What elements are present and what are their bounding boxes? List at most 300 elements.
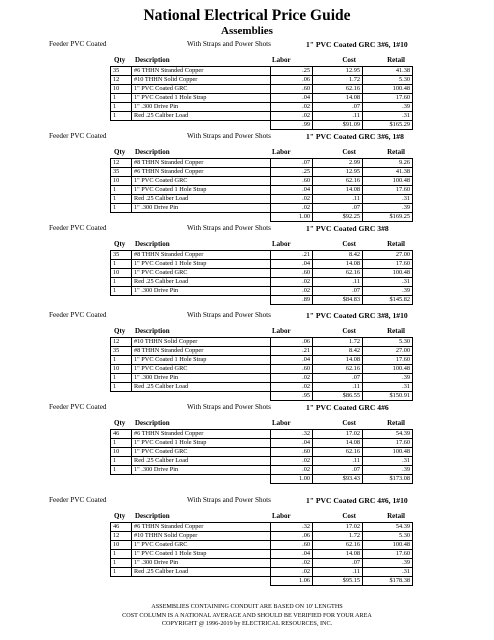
labor-cell: .04 (271, 356, 313, 365)
cost-cell: .11 (313, 195, 363, 204)
section-heading (0, 130, 494, 143)
description-cell: #10 THHN Solid Copper (132, 338, 271, 347)
table-row (111, 177, 413, 186)
blank-cell (111, 475, 132, 484)
cost-cell: 17.02 (313, 430, 363, 439)
table-row (111, 112, 413, 121)
labor-cell: .60 (271, 365, 313, 374)
cost-cell: 1.72 (313, 532, 363, 541)
blank-cell (111, 121, 132, 130)
retail-cell: .39 (363, 287, 413, 296)
conduit-size-label: 1" PVC Coated GRC 3#6, 1#8 (306, 132, 404, 141)
total-cost-cell: $84.83 (313, 296, 363, 305)
qty-cell: 12 (111, 532, 132, 541)
retail-cell: 17.60 (363, 186, 413, 195)
qty-cell: 35 (111, 347, 132, 356)
page-title: National Electrical Price Guide (143, 7, 351, 24)
retail-cell: .39 (363, 374, 413, 383)
description-cell: 1" PVC Coated GRC (132, 365, 271, 374)
feeder-type-label: Feeder PVC Coated (49, 311, 107, 319)
conduit-size-label: 1" PVC Coated GRC 3#6, 1#10 (306, 40, 408, 49)
total-row (111, 475, 413, 484)
retail-cell: 5.30 (363, 532, 413, 541)
footer (0, 603, 494, 629)
labor-cell: .21 (271, 347, 313, 356)
retail-cell: .39 (363, 466, 413, 475)
retail-cell: 100.48 (363, 177, 413, 186)
description-cell: 1" PVC Coated GRC (132, 541, 271, 550)
qty-cell: 1 (111, 383, 132, 392)
table-row (111, 76, 413, 85)
retail-header: Retail (387, 56, 405, 64)
qty-cell: 1 (111, 356, 132, 365)
table-row (111, 195, 413, 204)
table-row (111, 85, 413, 94)
table-row (111, 94, 413, 103)
cost-cell: 14.08 (313, 186, 363, 195)
labor-cell: .02 (271, 383, 313, 392)
items-table (110, 429, 413, 484)
section-heading (0, 309, 494, 322)
qty-cell: 12 (111, 76, 132, 85)
table-row (111, 204, 413, 213)
retail-cell: 100.48 (363, 541, 413, 550)
qty-cell: 1 (111, 568, 132, 577)
cost-header: Cost (342, 148, 356, 156)
table-row (111, 356, 413, 365)
qty-header: Qty (114, 327, 126, 335)
cost-cell: .07 (313, 103, 363, 112)
qty-header: Qty (114, 240, 126, 248)
total-labor-cell: .99 (271, 121, 313, 130)
total-retail-cell: $169.25 (363, 213, 413, 222)
assembly-section (0, 309, 494, 401)
labor-cell: .07 (271, 159, 313, 168)
cost-cell: .07 (313, 466, 363, 475)
table-row (111, 374, 413, 383)
retail-cell: 54.39 (363, 430, 413, 439)
qty-cell: 10 (111, 269, 132, 278)
labor-cell: .04 (271, 439, 313, 448)
description-cell: 1" PVC Coated GRC (132, 269, 271, 278)
items-table (110, 522, 413, 586)
retail-cell: 5.30 (363, 76, 413, 85)
qty-cell: 1 (111, 287, 132, 296)
labor-cell: .02 (271, 195, 313, 204)
labor-header: Labor (272, 512, 291, 520)
blank-cell (132, 213, 271, 222)
qty-cell: 35 (111, 67, 132, 76)
description-header: Description (135, 419, 170, 427)
cost-header: Cost (342, 240, 356, 248)
qty-cell: 46 (111, 430, 132, 439)
qty-cell: 1 (111, 559, 132, 568)
labor-cell: .04 (271, 260, 313, 269)
column-header-row (0, 325, 494, 337)
cost-cell: .07 (313, 559, 363, 568)
qty-cell: 1 (111, 466, 132, 475)
qty-cell: 1 (111, 204, 132, 213)
description-cell: Red .25 Caliber Load (132, 112, 271, 121)
mounting-label: With Straps and Power Shots (187, 132, 271, 140)
cost-cell: 62.16 (313, 541, 363, 550)
qty-cell: 10 (111, 177, 132, 186)
cost-cell: 8.42 (313, 347, 363, 356)
retail-header: Retail (387, 148, 405, 156)
qty-header: Qty (114, 419, 126, 427)
retail-cell: 17.60 (363, 94, 413, 103)
qty-cell: 10 (111, 448, 132, 457)
cost-header: Cost (342, 56, 356, 64)
description-cell: 1" PVC Coated GRC (132, 448, 271, 457)
labor-cell: .60 (271, 541, 313, 550)
blank-cell (111, 296, 132, 305)
description-cell: #10 THHN Solid Copper (132, 532, 271, 541)
retail-header: Retail (387, 419, 405, 427)
retail-cell: 27.00 (363, 347, 413, 356)
qty-cell: 1 (111, 374, 132, 383)
table-row (111, 67, 413, 76)
table-row (111, 338, 413, 347)
feeder-type-label: Feeder PVC Coated (49, 40, 107, 48)
qty-cell: 1 (111, 94, 132, 103)
description-cell: #10 THHN Solid Copper (132, 76, 271, 85)
cost-cell: .11 (313, 383, 363, 392)
assembly-section (0, 130, 494, 222)
table-row (111, 439, 413, 448)
conduit-size-label: 1" PVC Coated GRC 3#8, 1#10 (306, 311, 408, 320)
cost-cell: 14.08 (313, 94, 363, 103)
items-table (110, 250, 413, 305)
labor-cell: .02 (271, 568, 313, 577)
retail-cell: .31 (363, 278, 413, 287)
conduit-size-label: 1" PVC Coated GRC 4#6 (306, 403, 389, 412)
qty-cell: 12 (111, 338, 132, 347)
cost-cell: 14.08 (313, 439, 363, 448)
description-header: Description (135, 56, 170, 64)
cost-cell: .11 (313, 457, 363, 466)
feeder-type-label: Feeder PVC Coated (49, 496, 107, 504)
total-row (111, 577, 413, 586)
total-labor-cell: 1.00 (271, 475, 313, 484)
feeder-type-label: Feeder PVC Coated (49, 224, 107, 232)
retail-cell: 41.38 (363, 168, 413, 177)
mounting-label: With Straps and Power Shots (187, 403, 271, 411)
blank-cell (132, 121, 271, 130)
total-row (111, 392, 413, 401)
items-table (110, 337, 413, 401)
labor-cell: .04 (271, 550, 313, 559)
labor-cell: .02 (271, 103, 313, 112)
assembly-section (0, 38, 494, 130)
table-row (111, 186, 413, 195)
cost-cell: .07 (313, 287, 363, 296)
column-header-row (0, 417, 494, 429)
cost-cell: .07 (313, 204, 363, 213)
table-row (111, 159, 413, 168)
table-row (111, 568, 413, 577)
table-row (111, 365, 413, 374)
labor-cell: .02 (271, 204, 313, 213)
mounting-label: With Straps and Power Shots (187, 311, 271, 319)
retail-cell: 100.48 (363, 269, 413, 278)
blank-cell (132, 392, 271, 401)
description-cell: 1" PVC Coated GRC (132, 177, 271, 186)
retail-cell: 17.60 (363, 439, 413, 448)
labor-header: Labor (272, 419, 291, 427)
retail-cell: 100.48 (363, 85, 413, 94)
cost-cell: .11 (313, 568, 363, 577)
footer-line-2: COST COLUMN IS A NATIONAL AVERAGE AND SHOULD BE VERIFIED FOR YOUR AREA (122, 611, 372, 619)
table-row (111, 550, 413, 559)
total-labor-cell: 1.06 (271, 577, 313, 586)
qty-cell: 1 (111, 186, 132, 195)
labor-cell: .02 (271, 457, 313, 466)
section-heading (0, 38, 494, 51)
description-cell: Red .25 Caliber Load (132, 457, 271, 466)
labor-cell: .25 (271, 168, 313, 177)
column-header-row (0, 238, 494, 250)
table-row (111, 457, 413, 466)
labor-header: Labor (272, 240, 291, 248)
total-cost-cell: $92.25 (313, 213, 363, 222)
cost-cell: 1.72 (313, 338, 363, 347)
retail-cell: .31 (363, 457, 413, 466)
table-row (111, 559, 413, 568)
cost-cell: 14.08 (313, 356, 363, 365)
description-cell: 1" PVC Coated 1 Hole Strap (132, 356, 271, 365)
labor-cell: .06 (271, 76, 313, 85)
qty-cell: 10 (111, 541, 132, 550)
labor-cell: .21 (271, 251, 313, 260)
qty-cell: 1 (111, 457, 132, 466)
feeder-type-label: Feeder PVC Coated (49, 132, 107, 140)
qty-cell: 1 (111, 278, 132, 287)
total-labor-cell: .95 (271, 392, 313, 401)
qty-cell: 12 (111, 159, 132, 168)
column-header-row (0, 54, 494, 66)
description-cell: #6 THHN Stranded Copper (132, 523, 271, 532)
feeder-type-label: Feeder PVC Coated (49, 403, 107, 411)
items-table (110, 66, 413, 130)
column-header-row (0, 510, 494, 522)
description-cell: 1" PVC Coated 1 Hole Strap (132, 550, 271, 559)
footer-line-1: ASSEMBLIES CONTAINING CONDUIT ARE BASED ON 10' LENGTHS (151, 603, 343, 610)
qty-cell: 35 (111, 251, 132, 260)
retail-cell: .31 (363, 568, 413, 577)
column-header-row (0, 146, 494, 158)
labor-cell: .32 (271, 430, 313, 439)
description-cell: #6 THHN Stranded Copper (132, 67, 271, 76)
description-header: Description (135, 327, 170, 335)
blank-cell (132, 577, 271, 586)
description-cell: 1" PVC Coated 1 Hole Strap (132, 439, 271, 448)
labor-cell: .06 (271, 532, 313, 541)
conduit-size-label: 1" PVC Coated GRC 4#6, 1#10 (306, 496, 408, 505)
cost-cell: 12.95 (313, 168, 363, 177)
qty-cell: 1 (111, 112, 132, 121)
qty-cell: 1 (111, 439, 132, 448)
description-header: Description (135, 148, 170, 156)
description-cell: Red .25 Caliber Load (132, 195, 271, 204)
labor-cell: .32 (271, 523, 313, 532)
description-cell: 1" PVC Coated 1 Hole Strap (132, 94, 271, 103)
assembly-section (0, 222, 494, 305)
section-heading (0, 222, 494, 235)
total-retail-cell: $150.91 (363, 392, 413, 401)
description-cell: #8 THHN Stranded Copper (132, 251, 271, 260)
cost-header: Cost (342, 327, 356, 335)
labor-header: Labor (272, 327, 291, 335)
labor-cell: .60 (271, 85, 313, 94)
qty-cell: 35 (111, 168, 132, 177)
description-cell: 1" PVC Coated GRC (132, 85, 271, 94)
cost-cell: 1.72 (313, 76, 363, 85)
labor-cell: .02 (271, 374, 313, 383)
cost-cell: 62.16 (313, 448, 363, 457)
total-labor-cell: 1.00 (271, 213, 313, 222)
retail-cell: .39 (363, 559, 413, 568)
mounting-label: With Straps and Power Shots (187, 496, 271, 504)
qty-header: Qty (114, 56, 126, 64)
blank-cell (132, 296, 271, 305)
labor-cell: .04 (271, 186, 313, 195)
retail-cell: 17.60 (363, 260, 413, 269)
table-row (111, 251, 413, 260)
retail-cell: 5.30 (363, 338, 413, 347)
table-row (111, 269, 413, 278)
retail-cell: 27.00 (363, 251, 413, 260)
description-cell: 1" PVC Coated 1 Hole Strap (132, 260, 271, 269)
retail-cell: .31 (363, 195, 413, 204)
description-cell: #6 THHN Stranded Copper (132, 168, 271, 177)
description-header: Description (135, 240, 170, 248)
retail-cell: .39 (363, 103, 413, 112)
blank-cell (132, 475, 271, 484)
retail-cell: 100.48 (363, 365, 413, 374)
blank-cell (111, 213, 132, 222)
qty-cell: 46 (111, 523, 132, 532)
description-cell: 1" .300 Drive Pin (132, 374, 271, 383)
labor-cell: .25 (271, 67, 313, 76)
total-retail-cell: $173.08 (363, 475, 413, 484)
cost-cell: 62.16 (313, 269, 363, 278)
labor-cell: .60 (271, 448, 313, 457)
cost-header: Cost (342, 419, 356, 427)
total-labor-cell: .89 (271, 296, 313, 305)
retail-cell: 9.26 (363, 159, 413, 168)
retail-cell: 100.48 (363, 448, 413, 457)
description-cell: 1" .300 Drive Pin (132, 204, 271, 213)
table-row (111, 523, 413, 532)
section-heading (0, 401, 494, 414)
cost-cell: .11 (313, 278, 363, 287)
retail-cell: .31 (363, 112, 413, 121)
description-cell: Red .25 Caliber Load (132, 568, 271, 577)
description-cell: 1" PVC Coated 1 Hole Strap (132, 186, 271, 195)
qty-cell: 1 (111, 103, 132, 112)
cost-cell: 12.95 (313, 67, 363, 76)
labor-header: Labor (272, 148, 291, 156)
table-row (111, 103, 413, 112)
items-table (110, 158, 413, 222)
labor-cell: .02 (271, 466, 313, 475)
table-row (111, 430, 413, 439)
table-row (111, 287, 413, 296)
retail-cell: .31 (363, 383, 413, 392)
cost-cell: .07 (313, 374, 363, 383)
description-header: Description (135, 512, 170, 520)
cost-header: Cost (342, 512, 356, 520)
cost-cell: .11 (313, 112, 363, 121)
retail-header: Retail (387, 327, 405, 335)
total-row (111, 213, 413, 222)
description-cell: #8 THHN Stranded Copper (132, 159, 271, 168)
cost-cell: 14.08 (313, 260, 363, 269)
cost-cell: 17.02 (313, 523, 363, 532)
labor-cell: .60 (271, 177, 313, 186)
labor-cell: .60 (271, 269, 313, 278)
total-row (111, 296, 413, 305)
retail-cell: 54.39 (363, 523, 413, 532)
assembly-section (0, 401, 494, 484)
description-cell: #6 THHN Stranded Copper (132, 430, 271, 439)
qty-header: Qty (114, 148, 126, 156)
cost-cell: 62.16 (313, 365, 363, 374)
qty-header: Qty (114, 512, 126, 520)
qty-cell: 10 (111, 365, 132, 374)
footer-line-3: COPYRIGHT @ 1996-2019 by ELECTRICAL RESOURCES, INC. (161, 620, 333, 627)
labor-cell: .02 (271, 278, 313, 287)
total-cost-cell: $93.43 (313, 475, 363, 484)
retail-cell: 17.60 (363, 356, 413, 365)
qty-cell: 1 (111, 195, 132, 204)
retail-header: Retail (387, 240, 405, 248)
table-row (111, 278, 413, 287)
total-retail-cell: $145.82 (363, 296, 413, 305)
total-cost-cell: $91.09 (313, 121, 363, 130)
labor-cell: .04 (271, 94, 313, 103)
qty-cell: 1 (111, 260, 132, 269)
table-row (111, 466, 413, 475)
table-row (111, 541, 413, 550)
total-retail-cell: $165.29 (363, 121, 413, 130)
conduit-size-label: 1" PVC Coated GRC 3#8 (306, 224, 389, 233)
table-row (111, 260, 413, 269)
cost-cell: 8.42 (313, 251, 363, 260)
labor-header: Labor (272, 56, 291, 64)
assembly-section (0, 494, 494, 586)
labor-cell: .02 (271, 112, 313, 121)
table-row (111, 448, 413, 457)
table-row (111, 532, 413, 541)
description-cell: #8 THHN Stranded Copper (132, 347, 271, 356)
blank-cell (111, 392, 132, 401)
total-retail-cell: $178.38 (363, 577, 413, 586)
description-cell: 1" .300 Drive Pin (132, 559, 271, 568)
table-row (111, 383, 413, 392)
table-row (111, 347, 413, 356)
labor-cell: .06 (271, 338, 313, 347)
description-cell: 1" .300 Drive Pin (132, 287, 271, 296)
labor-cell: .02 (271, 287, 313, 296)
mounting-label: With Straps and Power Shots (187, 40, 271, 48)
retail-cell: 41.38 (363, 67, 413, 76)
section-heading (0, 494, 494, 507)
retail-header: Retail (387, 512, 405, 520)
total-cost-cell: $95.15 (313, 577, 363, 586)
mounting-label: With Straps and Power Shots (187, 224, 271, 232)
